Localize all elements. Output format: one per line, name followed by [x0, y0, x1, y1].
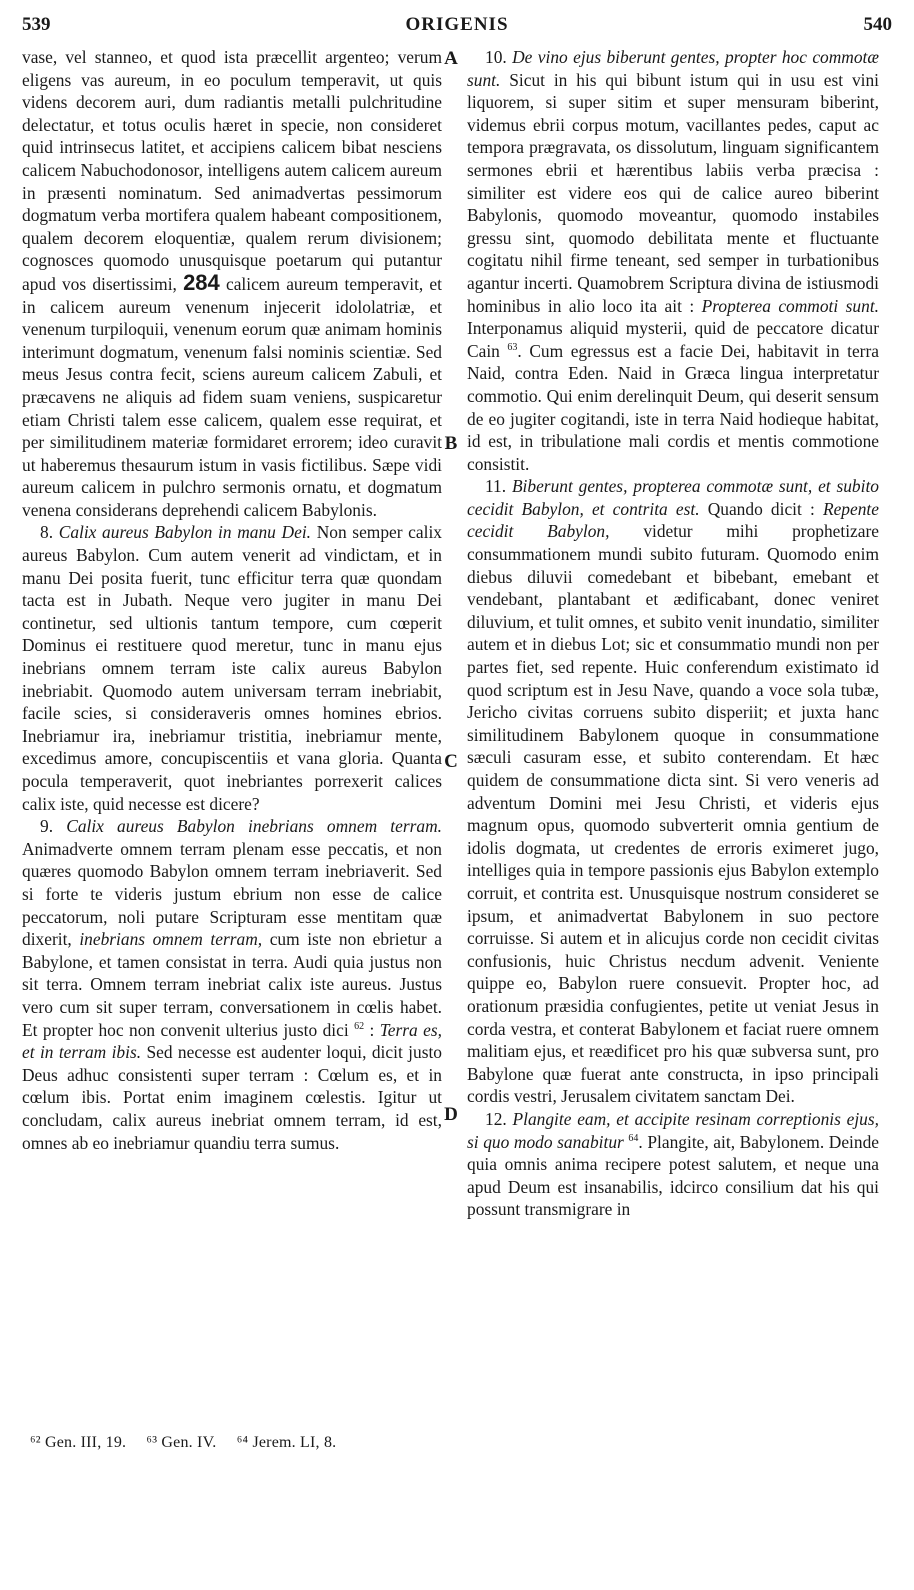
left-column: [22, 46, 442, 1154]
paragraph-8: 8. Calix aureus Babylon in manu Dei. Non semper calix aureus Babylon. Cum autem venerit ad vindictam, et in manu Dei posita fuerit, tunc efficitur terra quæ quondam tacta est in Jubath. Neque vero jugiter in manu Dei continetur, sed ultionis tantum tempore, cum cœperit Dominus ei restituere quod meretur, tunc in manu ejus inebrians omnem terram iste calix aureus Babylon inebriabit. Quomodo autem universam terram inebriabit, facile scies, si consideraveris omnes homines ebrios. Inebriamur ira, inebriamur tristitia, inebriamur mente, excedimus amore, concupiscentiis et vana gloria. Quanta pocula temperaverit, quot inebriantes porrexerit calices calix iste, quid necesse est dicere?: [22, 522, 442, 814]
margin-letter-b: B: [444, 433, 458, 454]
right-column: [467, 46, 879, 1221]
column-number: 284: [183, 269, 220, 295]
section-number: 11.: [485, 476, 507, 497]
margin-letter-d: D: [444, 1104, 458, 1125]
lemma: Calix aureus Babylon in manu Dei.: [58, 522, 312, 543]
paragraph-continuation: vase, vel stanneo, et quod ista præcellit argenteo; verum eligens vas aureum, in eo poculum temperavit, ut quis videns decorem auri, dum radiantis metalli pulchritudine delectatur, et totus oculis hæret in specie, non consideret quid intrinsecus latitet, et accipiens calicem bibat nesciens calicem Nabuchodonosor, intelligens autem calicem aureum in præsenti nominatum. Sed animadvertas pessimorum dogmatum verba mortifera qualem habeant compositionem, qualem decorem eloquentiæ, qualem rerum divisionem; cognosces quomodo unusquisque poetarum qui putantur apud vos disertissimi, 284 calicem aureum temperavit, et in calicem aureum venenum injecerit idololatriæ, et venenum turpiloquii, venenum eorum quæ animam hominis interimunt dogmatum, venenum falsi nominis scientiæ. Sed meus Jesus contra fecit, sciens aureum calicem Zabuli, et præcavens ne aliquis ad fidem suam veniens, suspicaretur etiam Christi talem esse calicem, qualem esse requirat, et per similitudinem materiæ formidaret errorem; ideo curavit ut haberemus thesaurum istum in vasis fictilibus. Sæpe vidi aureum calicem in pulchro sermonis ornatu, et dogmatum venena considerans deprehendi calicem Babylonis.: [22, 47, 442, 520]
footnote-62: ⁶² Gen. III, 19.: [30, 1434, 127, 1451]
page-number-left: 539: [22, 14, 51, 35]
page-number-right: 540: [863, 14, 892, 35]
margin-letter-c: C: [444, 751, 458, 772]
footnote-63: ⁶³ Gen. IV.: [146, 1434, 217, 1451]
running-title: ORIGENIS: [405, 14, 509, 35]
paragraph-12: 12. Plangite eam, et accipite resinam correptionis ejus, si quo modo sanabitur $^{64}$. Plangite, ait, Babylonem. Deinde quia omnis anima recipere potest salutem, et neque una apud Deum est insanabilis, idcirco consilium dat his qui possunt transmigrare in: [467, 1108, 879, 1220]
section-number: 8.: [40, 522, 54, 543]
running-header: [22, 14, 892, 44]
paragraph-9: 9. Calix aureus Babylon inebrians omnem terram. Animadverte omnem terram plenam esse peccatis, et non quæres quomodo Babylon omnem terram inebriaverit. Sed si forte te videris justum ebrium non esse de calice peccatorum, noli putare Scripturam esse mentitam quæ dixerit, inebrians omnem terram, cum iste non ebrietur a Babylone, et tamen consistat in terra. Audi quia justus non sit terra. Omnem terram inebriat calix iste aureus. Justus vero cum sit super terram, conversationem in cœlis habet. Et propter hoc non convenit ulterius justo dici $^{62}$ : Terra es, et in terram ibis. Sed necesse est audenter loqui, dicit justo Deus adhuc consistenti super terram : Cœlum es, et in cœlum ibis. Portat enim imaginem cœlestis. Igitur ut concludam, calix aureus inebriat omnem terram, id est, omnes ab eo inebriamur quandiu terra sumus.: [22, 816, 442, 1153]
footnotes: [30, 1434, 450, 1452]
section-number: 9.: [40, 816, 54, 837]
lemma: Calix aureus Babylon inebrians omnem terram.: [66, 816, 442, 837]
margin-letter-a: A: [444, 48, 458, 69]
footnote-ref[interactable]: 62: [354, 1020, 365, 1032]
lemma: Biberunt gentes, propterea commotæ sunt, et subito cecidit Babylon, et contrita est.: [467, 476, 879, 519]
paragraph-11: 11. Biberunt gentes, propterea commotæ sunt, et subito cecidit Babylon, et contrita est. Quando dicit : Repente cecidit Babylon, videtur mihi prophetizare consummationem mundi subito futuram. Quomodo enim diebus diluvii comedebant et bibebant, emebant et vendebant, plantabant et ædificabant, donec veniret diluvium, et tulit omnes, et subito venit inundatio, similiter autem et in diebus Lot; sic et consummatio mundi non per partes fiet, sed repente. Huic conferendum existimato id quod scriptum est in Jesu Nave, quando a voce sola tubæ, Jericho civitas corruens subito disperiit; et juxta hanc similitudinem Babylonem quoque in consummatione sæculi casuram esse, et subito conterendam. Et hæc quidem de consummatione dicta sint. Si vero veneris ad adventum Domini mei Jesu Christi, et videris ejus magnum opus, quomodo subverterit omnia gentium de idolis dogmata, ut credentes de erroris eximeret jugo, intelliges quia in tempore passionis ejus Babylon extemplo corruit, et contrita est. Unusquisque nostrum consideret se ipsum, et animadvertat Babylonem in suo pectore corruisse. Si autem et in alicujus corde non cecidit civitas confusionis, huic Christus necdum advenit. Veniente quippe eo, Babylon ruere consuevit. Propter hoc, ad orationum præsidia confugientes, petite ut veniat Jesus in corda vestra, et conterat Babylonem et faciat ruere omnem malitiam ejus, et reædificet pro his quæ subversa sunt, pro Babylone quæ fuerat ante constructa, in ipso principali cordis vestri, Jerusalem civitatem sanctam Dei.: [467, 476, 880, 1107]
section-number: 10.: [485, 47, 507, 67]
section-number: 12.: [485, 1108, 507, 1129]
footnote-ref[interactable]: 63: [507, 341, 518, 353]
paragraph-10: 10. De vino ejus biberunt gentes, propter hoc commotæ sunt. Sicut in his qui bibunt istum qui in usu est vini liquorem, si super sitim et super mensuram biberint, videmus ebrii corpus motum, vacillantes pedes, caput ac tempora prægravata, os dissolutum, linguam significantem sermones ebrii et hærentibus labiis verba præcisa : similiter est videre eos qui de calice aureo biberint Babylonis, quomodo moveantur, quomodo instabiles gressu sint, quomodo debilitata mente et fluctuante cogitatu nihil firme teneant, sed semper in turbationibus agantur incerti. Quamobrem Scriptura divina de istiusmodi hominibus in alio loco ita ait : Propterea commoti sunt. Interponamus aliquid mysterii, quid de peccatore dicatur Cain $^{63}$. Cum egressus est a facie Dei, habitavit in terra Naid, contra Eden. Naid in Græca lingua interpretatur commotio. Qui enim derelinquit Deum, qui deserit sensum de eo jugiter cogitandi, iste in terra Naid hodieque habitat, id est, in tribulatione mali cordis et mentis commotione consistit.: [467, 47, 879, 474]
footnote-64: ⁶⁴ Jerem. LI, 8.: [236, 1434, 337, 1451]
lemma: Plangite eam, et accipite resinam correptionis ejus, si quo modo sanabitur: [467, 1108, 879, 1152]
lemma: De vino ejus biberunt gentes, propter hoc commotæ sunt.: [467, 47, 879, 90]
footnote-ref[interactable]: 64: [628, 1132, 639, 1144]
